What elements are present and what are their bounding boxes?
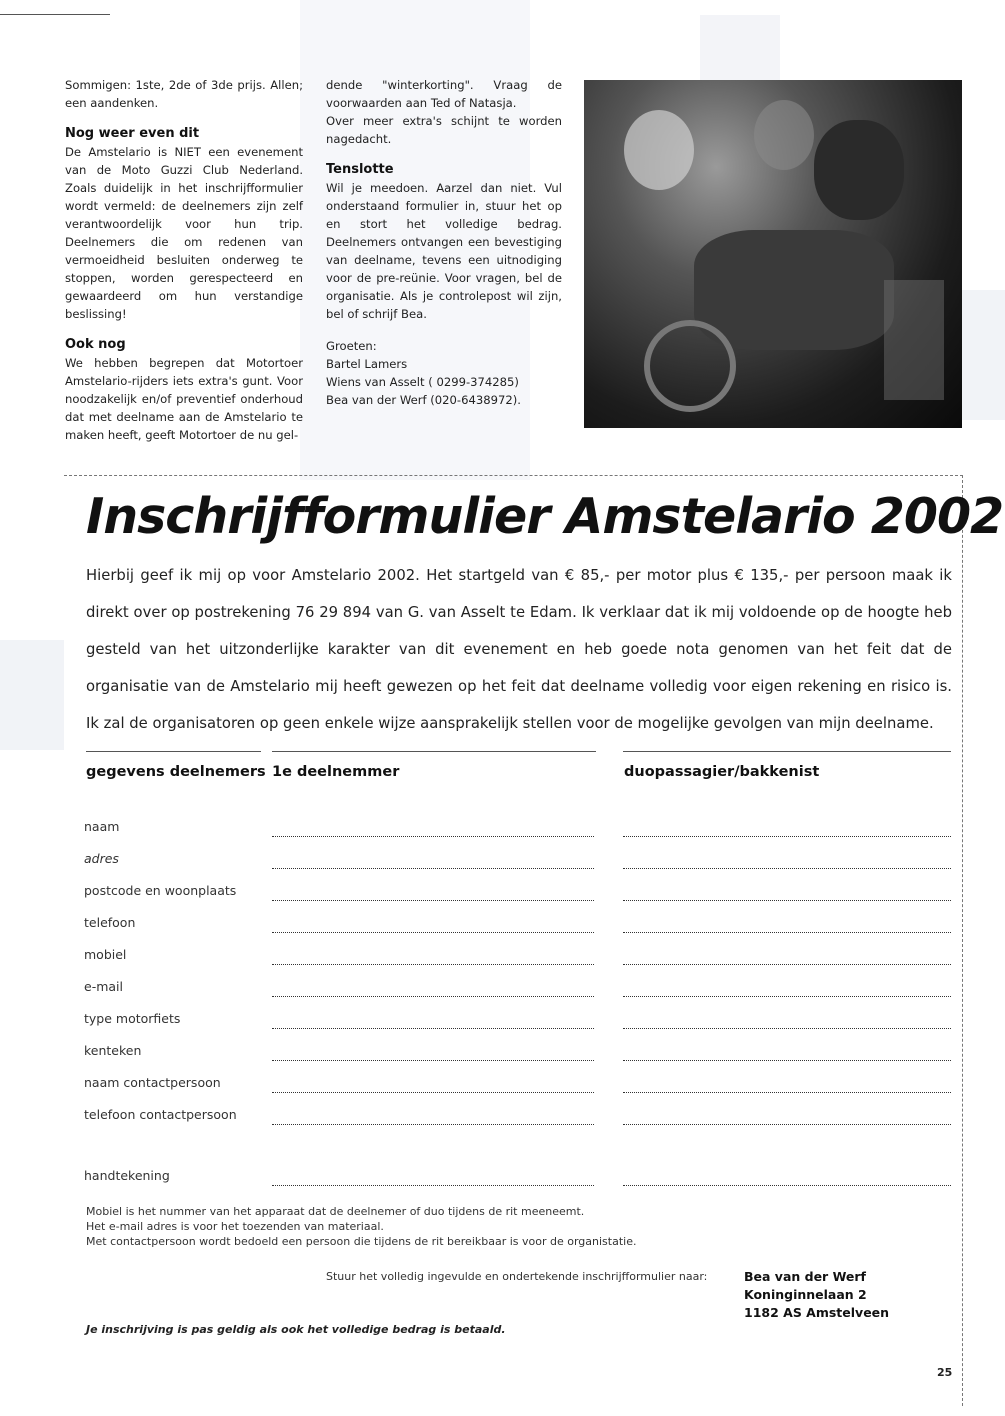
input-line-passenger[interactable]	[623, 1092, 951, 1093]
field-label: telefoon	[84, 915, 136, 930]
signature-line: Bea van der Werf (020-6438972).	[326, 393, 521, 407]
top-rule	[0, 14, 110, 15]
form-title: Inschrijfformulier Amstelario 2002	[86, 488, 1004, 545]
page-number: 25	[937, 1366, 953, 1379]
note-line: Het e-mail adres is voor het toezenden van materiaal.	[86, 1220, 384, 1233]
column-header-passenger: duopassagier/bakkenist	[624, 764, 820, 780]
field-label: mobiel	[84, 947, 127, 962]
input-line-participant[interactable]	[272, 964, 594, 965]
field-label: telefoon contactpersoon	[84, 1107, 237, 1122]
header-separator	[86, 751, 261, 752]
input-line-passenger[interactable]	[623, 1124, 951, 1125]
form-row-naam-contactpersoon	[0, 1075, 1005, 1099]
note-line: Mobiel is het nummer van het apparaat dat de deelnemer of duo tijdens de rit meeneemt.	[86, 1205, 585, 1218]
form-intro: Hierbij geef ik mij op voor Amstelario 2002. Het startgeld van € 85,- per motor plus € 135,- per persoon maak ik direkt over op postrekening 76 29 894 van G. van Asselt te Edam. Ik verklaar dat ik mij voldoende op de hoogte heb gesteld van het uitzonderlijke karakter van dit evenement en heb goede nota genomen van het feit dat de organisatie van de Amstelario mij heeft gewezen op het feit dat deelname volledig voor eigen rekening en risico is. Ik zal de organisatoren op geen enkele wijze aansprakelijk stellen voor de mogelijke gevolgen van mijn deelname.	[86, 567, 952, 732]
column2-paragraph: Over meer extra's schijnt te worden nagedacht.	[326, 114, 562, 146]
section-text: De Amstelario is NIET een evenement van de Moto Guzzi Club Nederland. Zoals duidelijk in het inschrijfformulier wordt vermeld: de deelnemers zijn zelf verantwoordelijk voor hun trip. Deelnemers die om redenen van vermoeidheid besluiten onderweg te stoppen, worden gerespecteerd en gewaardeerd om hun verstandige beslissing!	[65, 145, 303, 321]
form-row-telefoon	[0, 915, 1005, 939]
article-column-2	[326, 76, 562, 409]
background-shape	[962, 290, 1005, 420]
form-row-naam	[0, 819, 1005, 843]
background-shape	[700, 15, 780, 80]
section-heading: Tenslotte	[326, 162, 394, 177]
signature-line-passenger[interactable]	[623, 1185, 951, 1186]
input-line-passenger[interactable]	[623, 1028, 951, 1029]
input-line-passenger[interactable]	[623, 996, 951, 997]
address-line: Koninginnelaan 2	[744, 1287, 867, 1302]
form-row-kenteken	[0, 1043, 1005, 1067]
mailing-address	[744, 1268, 889, 1322]
field-label: handtekening	[84, 1168, 170, 1183]
input-line-passenger[interactable]	[623, 1060, 951, 1061]
signature-line-participant[interactable]	[272, 1185, 594, 1186]
section-heading: Ook nog	[65, 337, 126, 352]
form-row-mobiel	[0, 947, 1005, 971]
column1-intro: Sommigen: 1ste, 2de of 3de prijs. Allen; een aandenken.	[65, 78, 303, 110]
form-row-email	[0, 979, 1005, 1003]
header-separator	[623, 751, 951, 752]
field-label: type motorfiets	[84, 1011, 181, 1026]
field-label: naam contactpersoon	[84, 1075, 221, 1090]
motorcycle-riders-photo	[584, 80, 962, 428]
input-line-participant[interactable]	[272, 836, 594, 837]
input-line-participant[interactable]	[272, 1060, 594, 1061]
form-row-telefoon-contactpersoon	[0, 1107, 1005, 1131]
form-notes	[86, 1204, 636, 1249]
greeting: Groeten:	[326, 339, 377, 353]
input-line-passenger[interactable]	[623, 932, 951, 933]
signature-line: Wiens van Asselt ( 0299-374285)	[326, 375, 519, 389]
input-line-participant[interactable]	[272, 1124, 594, 1125]
input-line-participant[interactable]	[272, 996, 594, 997]
form-row-type-motorfiets	[0, 1011, 1005, 1035]
input-line-passenger[interactable]	[623, 836, 951, 837]
input-line-participant[interactable]	[272, 1028, 594, 1029]
note-line: Met contactpersoon wordt bedoeld een persoon die tijdens de rit bereikbaar is voor de organistatie.	[86, 1235, 637, 1248]
form-row-adres	[0, 851, 1005, 875]
input-line-passenger[interactable]	[623, 900, 951, 901]
field-label: adres	[84, 851, 119, 866]
input-line-participant[interactable]	[272, 932, 594, 933]
section-text: We hebben begrepen dat Motortoer Amstelario-rijders iets extra's gunt. Voor noodzakelijk en/of preventief onderhoud dat met deelname aan de Amstelario te maken heeft, geeft Motortoer de nu gel-	[65, 356, 303, 442]
form-row-postcode	[0, 883, 1005, 907]
column2-paragraph: Wil je meedoen. Aarzel dan niet. Vul onderstaand formulier in, stuur het op en stort het volledige bedrag. Deelnemers ontvangen een bevestiging van deelname, tevens een uitnodiging voor de pre-reünie. Voor vragen, bel de organisatie. Als je controlepost wil zijn, bel of schrijf Bea.	[326, 181, 562, 321]
validity-note: Je inschrijving is pas geldig als ook het volledige bedrag is betaald.	[86, 1323, 506, 1336]
field-label: naam	[84, 819, 120, 834]
form-row-handtekening	[0, 1168, 1005, 1192]
article-column-1	[65, 76, 303, 444]
background-shape	[0, 640, 64, 750]
field-label: postcode en woonplaats	[84, 883, 237, 898]
address-line: Bea van der Werf	[744, 1269, 866, 1284]
column2-paragraph: dende "winterkorting". Vraag de voorwaarden aan Ted of Natasja.	[326, 78, 562, 110]
input-line-participant[interactable]	[272, 1092, 594, 1093]
field-label: e-mail	[84, 979, 123, 994]
field-label: kenteken	[84, 1043, 142, 1058]
section-heading: Nog weer even dit	[65, 126, 200, 141]
column-header-participants: gegevens deelnemers	[86, 764, 266, 780]
column-header-first-participant: 1e deelnemmer	[272, 764, 400, 780]
input-line-passenger[interactable]	[623, 868, 951, 869]
input-line-participant[interactable]	[272, 868, 594, 869]
input-line-passenger[interactable]	[623, 964, 951, 965]
header-separator	[272, 751, 596, 752]
input-line-participant[interactable]	[272, 900, 594, 901]
address-line: 1182 AS Amstelveen	[744, 1305, 890, 1320]
signature-line: Bartel Lamers	[326, 357, 408, 371]
send-instruction: Stuur het volledig ingevulde en ondertekende inschrijfformulier naar:	[326, 1270, 708, 1283]
